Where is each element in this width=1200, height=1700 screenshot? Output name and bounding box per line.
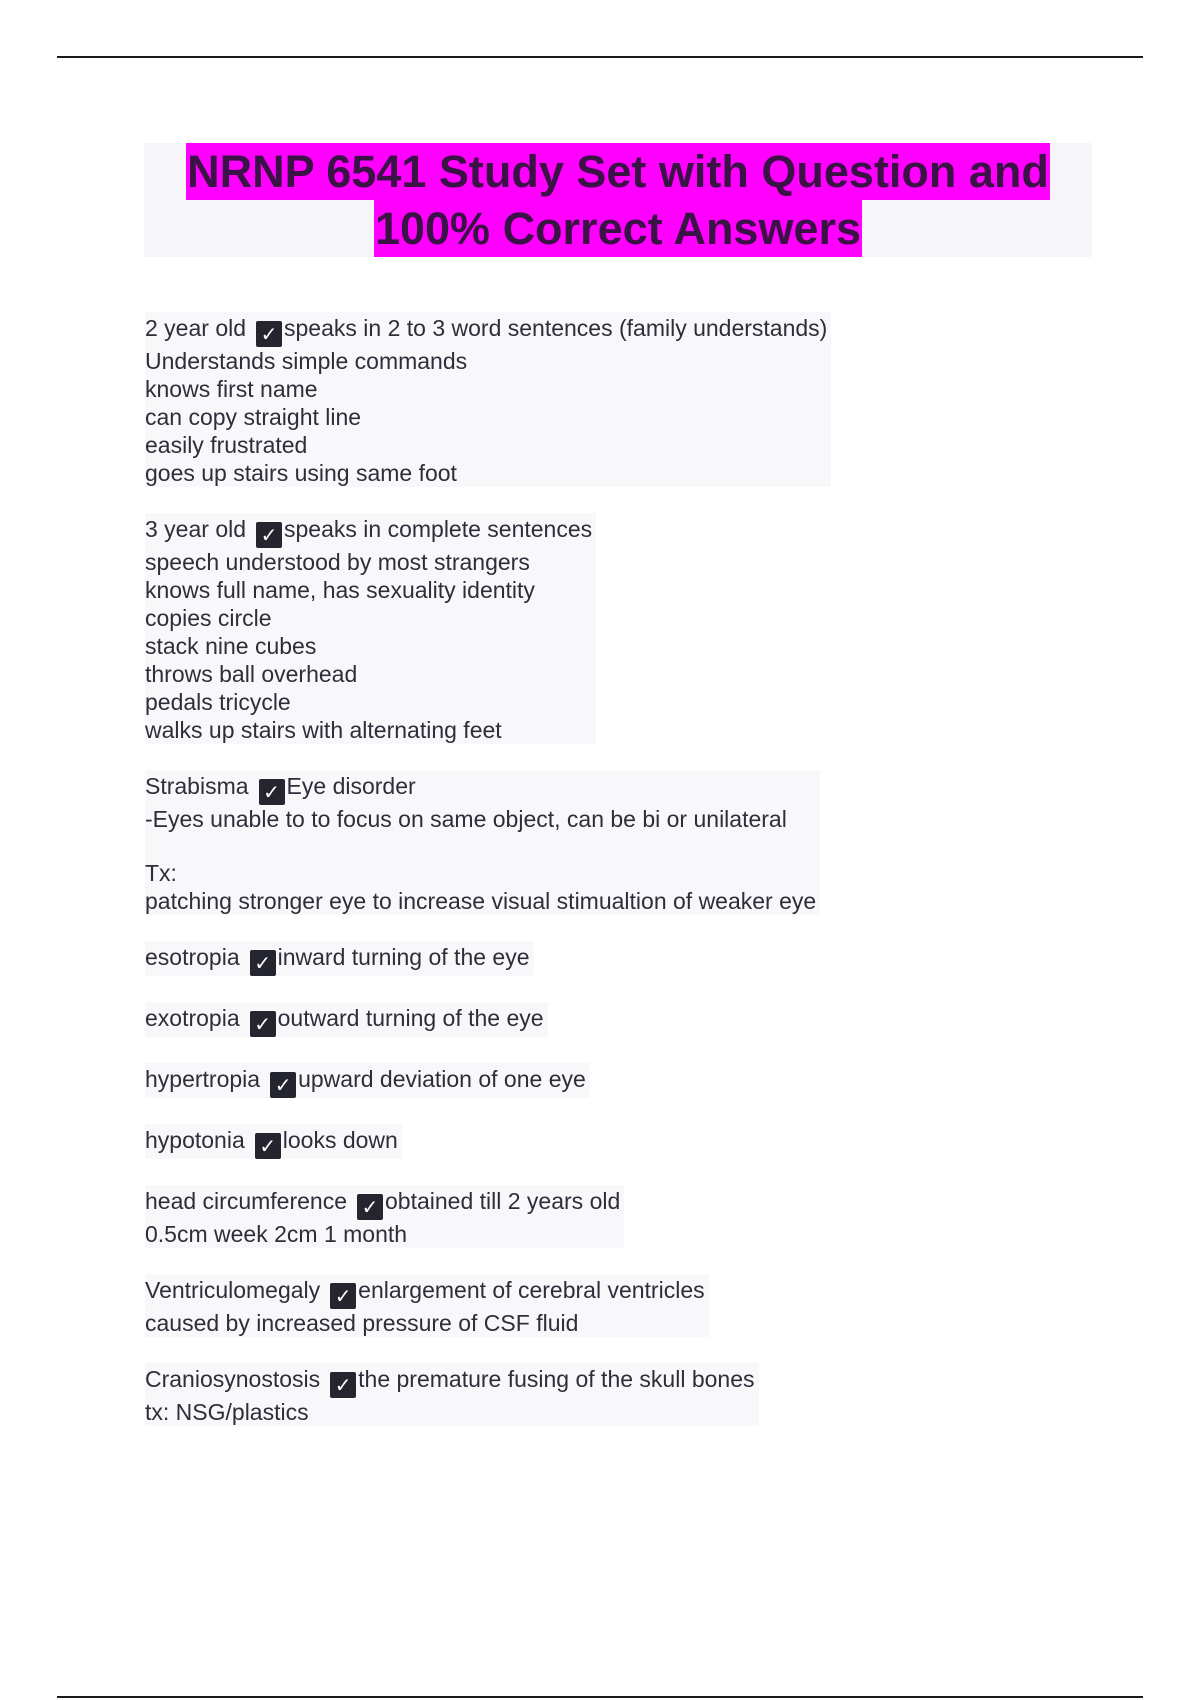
flashcard-detail-line: throws ball overhead (145, 661, 358, 687)
flashcard-heading (145, 1063, 586, 1098)
flashcard-answer: the premature fusing of the skull bones (358, 1366, 755, 1392)
flashcard-detail-line: -Eyes unable to to focus on same object, can be bi or unilateral (145, 806, 787, 832)
flashcard-detail-line: stack nine cubes (145, 633, 317, 659)
flashcard-answer: speaks in 2 to 3 word sentences (family understands) (284, 315, 828, 341)
flashcard-answer: enlargement of cerebral ventricles (358, 1277, 705, 1303)
flashcard (145, 1124, 402, 1159)
flashcard-detail-line: Understands simple commands (145, 348, 468, 374)
flashcard (145, 312, 831, 487)
flashcard-heading (145, 1185, 620, 1220)
flashcard-heading (145, 1002, 544, 1037)
spacer (145, 833, 816, 859)
treatment-line: patching stronger eye to increase visual stimualtion of weaker eye (145, 888, 817, 914)
flashcard-detail-line: easily frustrated (145, 432, 308, 458)
checkmark-icon: ✓ (270, 1072, 296, 1098)
flashcard-term: esotropia (145, 944, 240, 970)
flashcard-list (145, 312, 1145, 1452)
flashcard-heading (145, 1363, 755, 1398)
flashcard-detail-line: pedals tricycle (145, 689, 291, 715)
flashcard-term: Ventriculomegaly (145, 1277, 321, 1303)
flashcard (145, 1185, 624, 1248)
flashcard-detail-line: walks up stairs with alternating feet (145, 717, 502, 743)
flashcard-term: exotropia (145, 1005, 240, 1031)
flashcard-answer: speaks in complete sentences (284, 516, 593, 542)
flashcard-heading (145, 1124, 398, 1159)
flashcard (145, 770, 820, 915)
flashcard-detail-line: caused by increased pressure of CSF fluid (145, 1310, 579, 1336)
flashcard (145, 1363, 759, 1426)
flashcard-term: Craniosynostosis (145, 1366, 321, 1392)
document-title (144, 143, 1092, 257)
flashcard-heading (145, 1274, 705, 1309)
checkmark-icon: ✓ (250, 1011, 276, 1037)
top-rule (57, 56, 1143, 58)
flashcard-detail-line: can copy straight line (145, 404, 362, 430)
flashcard-answer: outward turning of the eye (277, 1005, 544, 1031)
flashcard (145, 513, 596, 744)
flashcard-term: hypotonia (145, 1127, 245, 1153)
flashcard-detail-line: speech understood by most strangers (145, 549, 530, 575)
checkmark-icon: ✓ (330, 1372, 356, 1398)
title-line-1: NRNP 6541 Study Set with Question and (186, 143, 1050, 200)
flashcard (145, 1002, 548, 1037)
checkmark-icon: ✓ (259, 779, 285, 805)
flashcard-heading (145, 770, 816, 805)
flashcard-detail-line: 0.5cm week 2cm 1 month (145, 1221, 408, 1247)
flashcard-term: Strabisma (145, 773, 249, 799)
flashcard-heading (145, 312, 827, 347)
flashcard-detail-line: knows full name, has sexuality identity (145, 577, 535, 603)
flashcard-answer: upward deviation of one eye (298, 1066, 586, 1092)
checkmark-icon: ✓ (357, 1194, 383, 1220)
flashcard-detail-line: copies circle (145, 605, 272, 631)
bottom-rule (57, 1696, 1143, 1698)
flashcard-answer: obtained till 2 years old (385, 1188, 621, 1214)
checkmark-icon: ✓ (250, 950, 276, 976)
flashcard (145, 1274, 709, 1337)
treatment-label: Tx: (145, 860, 177, 886)
flashcard-term: head circumference (145, 1188, 347, 1214)
flashcard-answer: looks down (282, 1127, 398, 1153)
checkmark-icon: ✓ (256, 321, 282, 347)
flashcard-answer: Eye disorder (286, 773, 416, 799)
checkmark-icon: ✓ (330, 1283, 356, 1309)
flashcard (145, 941, 534, 976)
flashcard-term: 3 year old (145, 516, 247, 542)
flashcard-heading (145, 513, 592, 548)
checkmark-icon: ✓ (255, 1133, 281, 1159)
flashcard-detail-line: goes up stairs using same foot (145, 460, 457, 486)
checkmark-icon: ✓ (256, 522, 282, 548)
flashcard-detail-line: tx: NSG/plastics (145, 1399, 309, 1425)
flashcard-heading (145, 941, 530, 976)
flashcard-term: 2 year old (145, 315, 247, 341)
flashcard-answer: inward turning of the eye (277, 944, 530, 970)
title-line-2: 100% Correct Answers (374, 200, 862, 257)
flashcard-term: hypertropia (145, 1066, 261, 1092)
flashcard-detail-line: knows first name (145, 376, 318, 402)
flashcard (145, 1063, 590, 1098)
